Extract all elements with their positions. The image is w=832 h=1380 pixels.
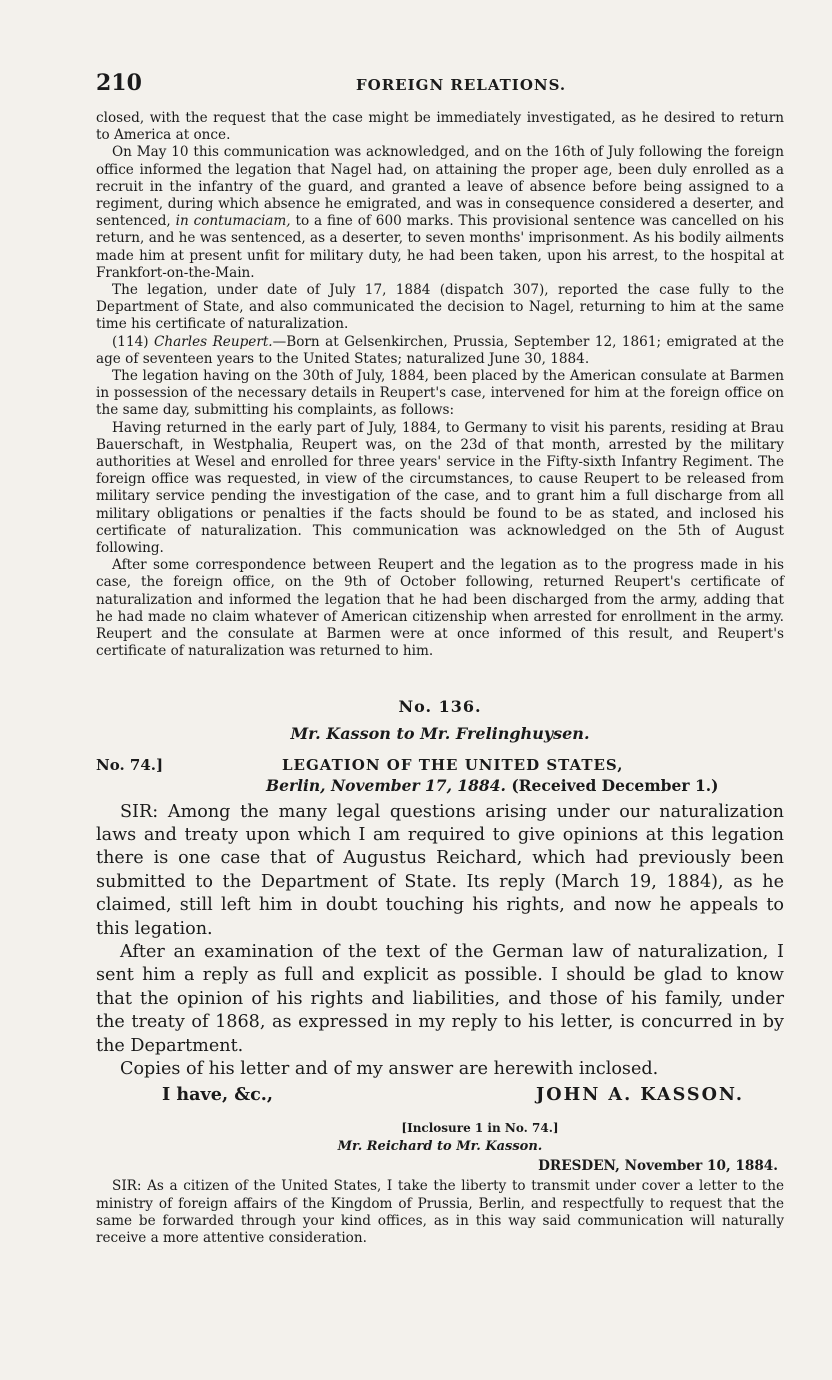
case-number: (114) xyxy=(112,333,149,350)
dispatch-office: LEGATION OF THE UNITED STATES, xyxy=(282,755,624,774)
dispatch-ref: No. 74.] xyxy=(96,755,164,774)
inclosure-title: Mr. Reichard to Mr. Kasson. xyxy=(337,1139,543,1155)
case-narrative xyxy=(96,110,784,661)
paragraph-5: The legation having on the 30th of July, 1884, been placed by the American consulate at Barmen in possession of the necessary details in Reupert's case, intervened for him at the foreign office on the same day, submitting his complaints, as follows: xyxy=(96,368,784,419)
dispatch-signature xyxy=(96,1083,784,1107)
inclosure-body xyxy=(96,1178,784,1247)
dispatch-paragraph-1: SIR: Among the many legal questions arising under our naturalization laws and treaty upon which I am required to give opinions at this legation there is one case that of Augustus Reichard, which had previously been submitted to the Department of State. Its reply (March 19, 1884), as he claimed, still left him in doubt touching his rights, and now he appeals to this legation. xyxy=(96,801,784,939)
inclosure-place-date: DRESDEN, November 10, 1884. xyxy=(538,1158,778,1175)
dispatch-paragraph-2: After an examination of the text of the German law of naturalization, I sent him a reply as full and explicit as possible. I should be glad to know that the opinion of his rights and liabilities, and those of his family, under the treaty of 1868, as expressed in my reply to his letter, is concurred in by the Department. xyxy=(96,941,784,1056)
paragraph-7: After some correspondence between Reupert and the legation as to the progress made in his case, the foreign office, on the 9th of October following, returned Reupert's certificate of naturalization and informed the legation that he had been discharged from the army, adding that he had made no claim whatever of American citizenship when arrested for enrollment in the army. Reupert and the consulate at Barmen were at once informed of this result, and Reupert's certificate of naturalization was returned to him. xyxy=(96,557,784,660)
dispatch-address xyxy=(96,755,784,775)
page-number: 210 xyxy=(96,70,142,96)
dispatch-place-date: Berlin, November 17, 1884. xyxy=(266,775,506,795)
dispatch-number: No. 136. xyxy=(398,696,482,716)
inclosure-paragraph: SIR: As a citizen of the United States, I take the liberty to transmit under cover a letter to the ministry of foreign affairs of the Kingdom of Prussia, Berlin, and respectfully to request that the same be forwarded through your kind offices, as in this way said communication will naturally receive a more attentive consideration. xyxy=(96,1178,784,1246)
latin-phrase: in contumaciam, xyxy=(175,213,291,230)
paragraph-1: closed, with the request that the case might be immediately investigated, as he desired to return to America at once. xyxy=(96,110,784,144)
case-name: Charles Reupert. xyxy=(154,333,273,350)
dispatch-paragraph-3: Copies of his letter and of my answer are herewith inclosed. xyxy=(120,1058,659,1079)
running-head: FOREIGN RELATIONS. xyxy=(356,76,567,94)
paragraph-2-text-b: to a fine of 600 marks. This provisional sentence was cancelled on his return, and he was sentenced, as a deserter, to seven months' imprisonment. As his bodily ailments made him at present unfit for military duty, he had been taken, upon his arrest, to the hospital at Frankfort-on-the-Main. xyxy=(96,213,784,281)
page-header xyxy=(96,70,784,96)
inclosure-label: [Inclosure 1 in No. 74.] xyxy=(401,1121,559,1136)
dispatch-received: (Received December 1.) xyxy=(511,775,719,795)
paragraph-2 xyxy=(96,144,784,282)
dispatch-body xyxy=(96,801,784,1082)
dispatch-title: Mr. Kasson to Mr. Frelinghuysen. xyxy=(290,723,590,743)
paragraph-6: Having returned in the early part of July, 1884, to Germany to visit his parents, residing at Brau Bauerschaft, in Westphalia, Reupert was, on the 23d of that month, arrested by the military authorities at Wesel and enrolled for three years' service in the Fifty-sixth Infantry Regiment. The foreign office was requested, in view of the circumstances, to cause Reupert to be released from military service pending the investigation of the case, and to grant him a full discharge from all military obligations or penalties if the facts should be found to be as stated, and inclosed his certificate of naturalization. This communication was acknowledged on the 5th of August following. xyxy=(96,419,784,557)
case-details: —Born at Gelsenkirchen, Prussia, September 12, 1861; emigrated at the age of seventeen years to the United States; naturalized June 30, 1884. xyxy=(96,333,784,367)
paragraph-2-text-a: On May 10 this communication was acknowledged, and on the 16th of July following the foreign office informed the legation that Nagel had, on attaining the proper age, been duly enrolled as a recruit in the infantry of the guard, and granted a leave of absence before being assigned to a regiment, during which absence he emigrated, and was in consequence considered a deserter, and sentenced, xyxy=(96,144,784,230)
dispatch-signer: JOHN A. KASSON. xyxy=(535,1084,744,1106)
dispatch-closing: I have, &c., xyxy=(162,1084,274,1106)
paragraph-3: The legation, under date of July 17, 1884 (dispatch 307), reported the case fully to the Department of State, and also communicated the decision to Nagel, returning to him at the same time his certificate of naturalization. xyxy=(96,282,784,333)
dispatch-date-line xyxy=(96,775,784,797)
paragraph-4 xyxy=(96,334,784,368)
